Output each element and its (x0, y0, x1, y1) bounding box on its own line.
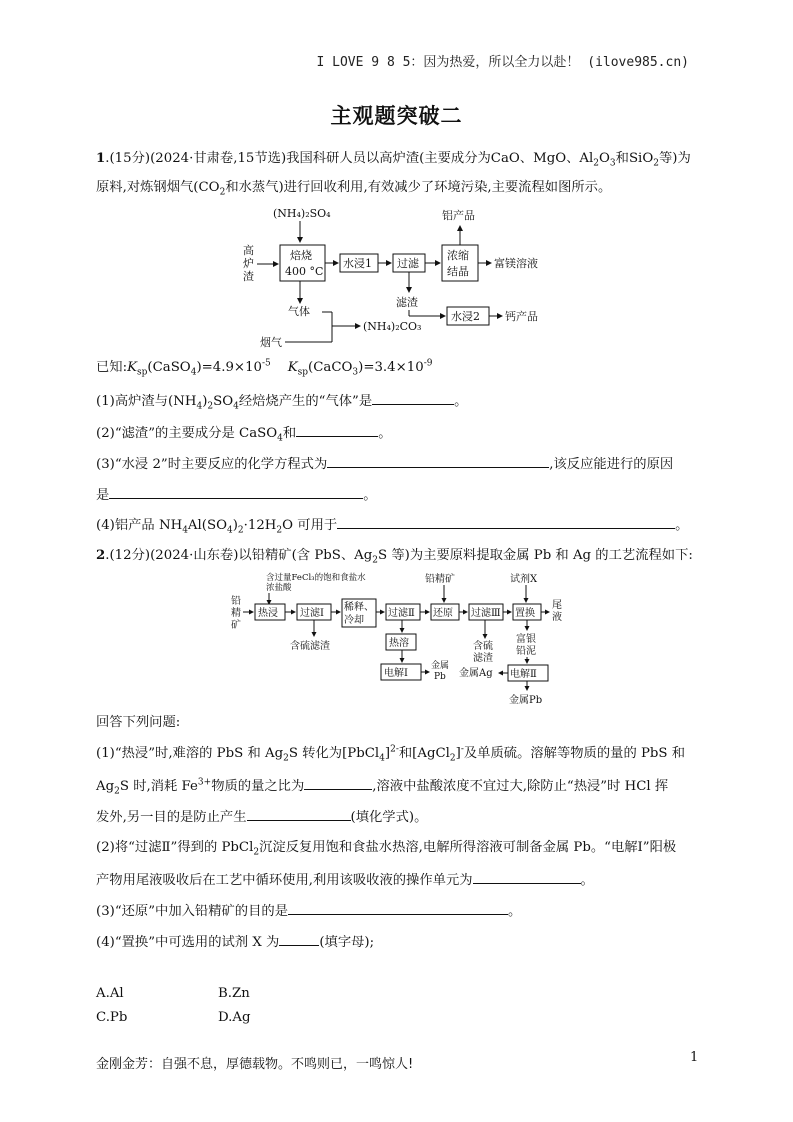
q2-tail-1: 尾 (552, 600, 562, 611)
q2-hot-leach-label: 热浸 (258, 608, 278, 619)
q1-p3-b: ,该反应能进行的原因 (549, 457, 674, 472)
q2-p1-k: 发外,另一目的是防止产生 (96, 810, 247, 825)
q2-p3-a: (3)“还原”中加入铅精矿的目的是 (96, 904, 288, 919)
q2-metal-pb1-a: 金属 (431, 661, 450, 671)
q1-mg-solution: 富镁溶液 (494, 257, 538, 270)
q1-p2-a: (2)“滤渣”的主要成分是 CaSO (96, 426, 278, 441)
q2-part1-line2: $Ag_2S$ 时,消耗 $Fe^{3+}$物质的量之比为 ,溶液中盐酸浓度不宜过大,除防止“热浸”时 HCl 挥 (96, 777, 669, 797)
q1-ksp1-val: )=4.9×10 (196, 360, 262, 375)
q1-p4-c: ) (232, 518, 238, 533)
q1-p4-e: O 可用于 (282, 518, 338, 533)
q1-stem-a: .(15分)(2024·甘肃卷,15节选)我国科研人员以高炉渣(主要成分为CaO、MgO、Al (105, 151, 594, 166)
q1-p1-answer-blank[interactable] (372, 392, 454, 405)
q2-metal-ag-label: 金属Ag (459, 668, 493, 679)
q1-ca-product: 钙产品 (505, 310, 538, 323)
q1-ksp2-val: )=3.4×10 (358, 360, 424, 375)
q1-number: 1 (96, 151, 106, 166)
q1-ksp1-k: K (127, 360, 138, 375)
q1-residue-label: 滤渣 (396, 296, 418, 309)
q1-part3-reason (96, 486, 377, 504)
q2-part1-line3 (96, 808, 427, 826)
page-number: 1 (690, 1050, 699, 1065)
q2-p1-ratio-blank[interactable] (304, 777, 372, 790)
q2-metal-pb1-b: Pb (434, 672, 446, 682)
q2-filter3-label: 过滤Ⅲ (471, 608, 501, 619)
q1-p1-d: 经焙烧产生的“气体”是 (238, 394, 373, 409)
q1-p2-answer-blank[interactable] (296, 424, 378, 437)
q2-p1-g: Ag (96, 779, 115, 794)
q2-p1-f: 及单质硫。溶解等物质的量的 PbS 和 (463, 746, 686, 761)
q2-ag-mud-a: 富银 (516, 634, 536, 645)
q1-ksp1-sub: sp (137, 367, 148, 378)
q2-part2-line1: (2)将“过滤Ⅱ”得到的 PbCl$_2$沉淀反复用饱和食盐水热溶,电解所得溶液可制备金属 Pb。“电解Ⅰ”阳极 (96, 840, 677, 858)
q2-reagent-note-a: 含过量FeCl₃的饱和食盐水 (266, 573, 366, 583)
q2-p1-d: 和[AgCl (398, 746, 450, 761)
q1-stem-line1: 1.(15分)(2024·甘肃卷,15节选)我国科研人员以高炉渣(主要成分为CaO、MgO、$Al_2O_3$和SiO$_2$等)为 (96, 151, 691, 169)
q2-p2-answer-blank[interactable] (473, 871, 581, 884)
q1-p3-end: 。 (363, 488, 377, 503)
q2-stem-b: S 等)为主要原料提取金属 Pb 和 Ag 的工艺流程如下: (378, 548, 693, 563)
q2-p3-end: 。 (508, 904, 522, 919)
q1-p4-answer-blank[interactable] (337, 516, 675, 529)
q2-p1-c: ] (384, 746, 391, 761)
q2-dilute-2: 冷却 (344, 615, 364, 626)
q2-p3-answer-blank[interactable] (288, 902, 508, 915)
q1-stem-line2a: 原料,对炼钢烟气(CO (96, 180, 220, 195)
q1-roast-label: 焙烧 (290, 249, 312, 262)
q2-p4-b: (填字母); (319, 935, 375, 950)
q2-ore-top-label: 铅精矿 (425, 574, 455, 585)
q2-p1-a: (1)“热浸”时,难溶的 PbS 和 Ag (96, 746, 284, 761)
q2-p4-a: (4)“置换”中可选用的试剂 X 为 (96, 935, 280, 950)
q2-option-a[interactable]: A.Al (96, 986, 124, 1001)
q1-part4: (4)铝产品 $NH_4Al(SO_4)_2\cdot 12H_2O$ 可用于 。 (96, 518, 689, 536)
q1-nh4so4-label: (NH₄)₂SO₄ (273, 207, 331, 220)
q1-water2-label: 水浸2 (451, 310, 480, 323)
q1-p4-end: 。 (675, 518, 689, 533)
q1-stem-b: O (599, 151, 610, 166)
q2-filter1-label: 过滤Ⅰ (300, 608, 324, 619)
q1-p4-d: ·12H (243, 518, 277, 533)
q2-electrolysis2-label: 电解Ⅱ (510, 669, 537, 680)
q2-ore-2: 精 (231, 608, 241, 619)
q1-part1: (1)高炉渣与$(NH_4)_2SO_4$经焙烧产生的“气体”是 。 (96, 394, 468, 412)
q2-option-c[interactable]: C.Pb (96, 1010, 128, 1025)
q1-stem-d: 等)为 (658, 151, 691, 166)
q1-part3 (96, 455, 673, 473)
q1-stem-line2b: 和水蒸气)进行回收利用,有效减少了环境污染,主要流程如图所示。 (225, 180, 612, 195)
q2-part4 (96, 933, 374, 951)
q1-ksp1-exp: -5 (262, 358, 271, 369)
q1-ksp1-body: (CaSO (147, 360, 191, 375)
q1-p1-end: 。 (454, 394, 468, 409)
q1-stem-line2: 原料,对炼钢烟气($CO_2$和水蒸气)进行回收利用,有效减少了环境污染,主要流程如图所示。 (96, 180, 612, 198)
q2-option-b[interactable]: B.Zn (218, 986, 250, 1001)
q1-water1-label: 水浸1 (343, 257, 372, 270)
q2-p4-answer-blank[interactable] (279, 933, 319, 946)
q1-ksp2-k: K (287, 360, 298, 375)
q1-flue-label: 烟气 (260, 336, 282, 349)
q2-p1-h: S 时,消耗 Fe (119, 779, 198, 794)
q1-ksp2-sub: sp (297, 367, 309, 378)
q2-stem: 2.(12分)(2024·山东卷)以铅精矿(含 PbS、$Ag_2S$ 等)为主要原料提取金属 Pb 和 Ag 的工艺流程如下: (96, 548, 693, 566)
q1-p3-reason-blank[interactable] (109, 486, 363, 499)
q2-reagent-note-b: 浓盐酸 (266, 583, 292, 593)
q2-p2-b: 沉淀反复用饱和食盐水热溶,电解所得溶液可制备金属 Pb。“电解Ⅰ”阳极 (259, 840, 677, 855)
q1-gas-label: 气体 (288, 305, 310, 318)
q1-ksp2-body: (CaCO (308, 360, 353, 375)
q1-part2: (2)“滤渣”的主要成分是 CaSO$_4$和 。 (96, 426, 392, 444)
q2-stem-a: .(12分)(2024·山东卷)以铅精矿(含 PbS、Ag (105, 548, 373, 563)
q1-p3-a: (3)“水浸 2”时主要反应的化学方程式为 (96, 457, 328, 472)
q1-p1-c: SO (213, 394, 234, 409)
q1-al-product: 铝产品 (442, 209, 475, 222)
q2-filter2-label: 过滤Ⅱ (388, 608, 415, 619)
q1-p4-a: (4)铝产品 NH (96, 518, 183, 533)
q2-displace-label: 置换 (515, 608, 535, 619)
q1-slag-3: 渣 (243, 270, 254, 283)
q2-dilute-1: 稀释、 (344, 602, 374, 613)
q2-metal-pb2-label: 金属Pb (509, 695, 543, 706)
q2-p1-i: 物质的量之比为 (211, 779, 305, 794)
q1-concentrate-1: 浓缩 (447, 249, 469, 262)
q2-s-residue2-a: 含硫 (473, 641, 493, 652)
q2-part3 (96, 902, 521, 920)
q1-p3-c: 是 (96, 488, 110, 503)
q1-p4-b: Al(SO (187, 518, 227, 533)
q1-flow-diagram (240, 200, 560, 350)
page-header: I LOVE 9 8 5：因为热爱，所以全力以赴！ (ilove985.cn) (316, 55, 689, 70)
q2-reagent-x-label: 试剂X (510, 574, 538, 585)
q1-p2-end: 。 (378, 426, 392, 441)
q2-electrolysis1-label: 电解Ⅰ (384, 668, 408, 679)
q1-p1-b: ) (202, 394, 208, 409)
q1-known-constants: 已知$:K_{sp}(CaSO_4)=4.9\times 10^{-5}$ $K_{sp}(CaCO_3)=3.4\times 10^{-9}$ (96, 358, 433, 378)
q1-concentrate-2: 结晶 (447, 265, 469, 278)
q2-ag-mud-b: 铅泥 (516, 646, 536, 657)
q1-p3-equation-blank[interactable] (327, 455, 549, 468)
q2-ore-3: 矿 (231, 620, 241, 631)
q2-p1-b: S 转化为[PbCl (288, 746, 380, 761)
q1-slag-1: 高 (243, 244, 254, 257)
q2-reduce-label: 还原 (433, 608, 453, 619)
q2-p1-formula-blank[interactable] (247, 808, 351, 821)
q2-flow-diagram (226, 568, 586, 710)
page-footer: 金刚金芳：自强不息，厚德载物。不鸣则已，一鸣惊人! (96, 1057, 414, 1072)
q2-answer-prompt: 回答下列问题: (96, 715, 181, 730)
q2-ore-1: 铅 (231, 596, 241, 607)
q2-tail-2: 液 (552, 612, 562, 623)
q1-filter-label: 过滤 (397, 257, 419, 270)
q1-known-label: 已知: (96, 360, 128, 375)
q2-p2-a: (2)将“过滤Ⅱ”得到的 PbCl (96, 840, 254, 855)
q1-stem-c: 和SiO (615, 151, 654, 166)
q2-s-residue2-b: 滤渣 (473, 653, 493, 664)
q1-slag-2: 炉 (243, 257, 254, 270)
q2-hot-dissolve-label: 热溶 (389, 638, 409, 649)
q2-p2-c: 产物用尾液吸收后在工艺中循环使用,利用该吸收液的操作单元为 (96, 873, 473, 888)
q2-p1-e: ] (455, 746, 461, 761)
q2-s-residue-label: 含硫滤渣 (290, 641, 330, 652)
q2-p2-end: 。 (580, 873, 594, 888)
q2-part2-line2 (96, 871, 594, 889)
q2-option-d[interactable]: D.Ag (218, 1010, 251, 1025)
page-title: 主观题突破二 (330, 104, 463, 128)
q1-roast-temp: 400 °C (285, 265, 324, 278)
q1-nh4co3-label: (NH₄)₂CO₃ (363, 320, 422, 333)
q1-ksp2-exp: -9 (423, 358, 433, 369)
q1-p2-b: 和 (282, 426, 297, 441)
q2-part1-line1: (1)“热浸”时,难溶的 PbS 和 $Ag_2S$ 转化为[PbCl$_4$]$^{2-}$和[AgCl$_2$]-及单质硫。溶解等物质的量的 PbS 和 (96, 744, 686, 764)
q2-p1-j: ,溶液中盐酸浓度不宜过大,除防止“热浸”时 HCl 挥 (372, 779, 669, 794)
q1-p1-a: (1)高炉渣与(NH (96, 394, 197, 409)
q2-number: 2 (96, 548, 106, 563)
q2-p1-l: (填化学式)。 (350, 810, 428, 825)
